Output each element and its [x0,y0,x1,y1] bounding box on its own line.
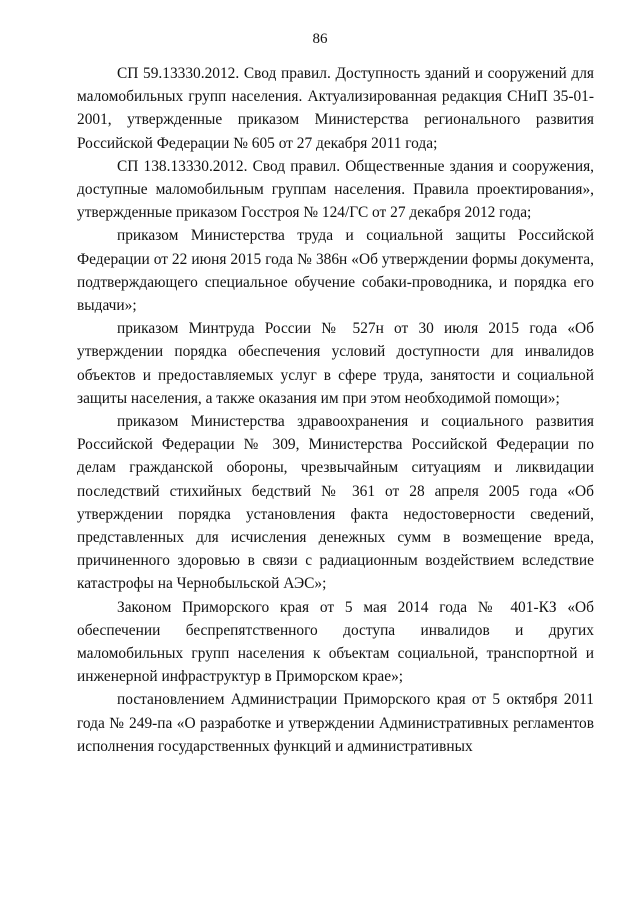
paragraph-sp-59: СП 59.13330.2012. Свод правил. Доступность зданий и сооружений для маломобильных групп населения. Актуализированная редакция СНиП 35-01-2001, утвержденные приказом Министерства регионального развития Российской Федерации № 605 от 27 декабря 2011 года; [77,65,594,152]
document-body [77,62,594,758]
paragraph-resolution-249-pa: постановлением Администрации Приморского края от 5 октября 2011 года № 249-па «О разработке и утверждении Административных регламентов исполнения государственных функций и административных [77,691,594,755]
paragraph-order-527n: приказом Минтруда России № 527н от 30 июля 2015 года «Об утверждении порядка обеспечения условий доступности для инвалидов объектов и предоставляемых услуг в сфере труда, занятости и социальной защиты населения, а также оказания им при этом необходимой помощи»; [77,320,594,407]
paragraph-sp-138: СП 138.13330.2012. Свод правил. Общественные здания и сооружения, доступные маломобильным группам населения. Правила проектирования», утвержденные приказом Госстроя № 124/ГС от 27 декабря 2012 года; [77,157,594,222]
page-number: 86 [312,31,328,47]
paragraph-order-386n: приказом Министерства труда и социальной защиты Российской Федерации от 22 июня 2015 года № 386н «Об утверждении формы документа, подтверждающего специальное обучение собаки-проводника, и порядка его выдачи»; [77,227,594,315]
paragraph-order-309-361: приказом Министерства здравоохранения и социального развития Российской Федерации № 309, Министерства Российской Федерации по делам гражданской обороны, чрезвычайным ситуациям и ликвидации последствий стихийных бедствий № 361 от 28 апреля 2005 года «Об утверждении порядка установления факта недостоверности сведений, представленных для исчисления денежных сумм в возмещение вреда, причиненного здоровью в связи с радиационным воздействием вследствие катастрофы на Чернобыльской АЭС»; [77,413,594,593]
paragraph-law-401-kz: Законом Приморского края от 5 мая 2014 года № 401-КЗ «Об обеспечении беспрепятственного доступа инвалидов и других маломобильных групп населения к объектам социальной, транспортной и инженерной инфраструктур в Приморском крае»; [77,598,594,686]
